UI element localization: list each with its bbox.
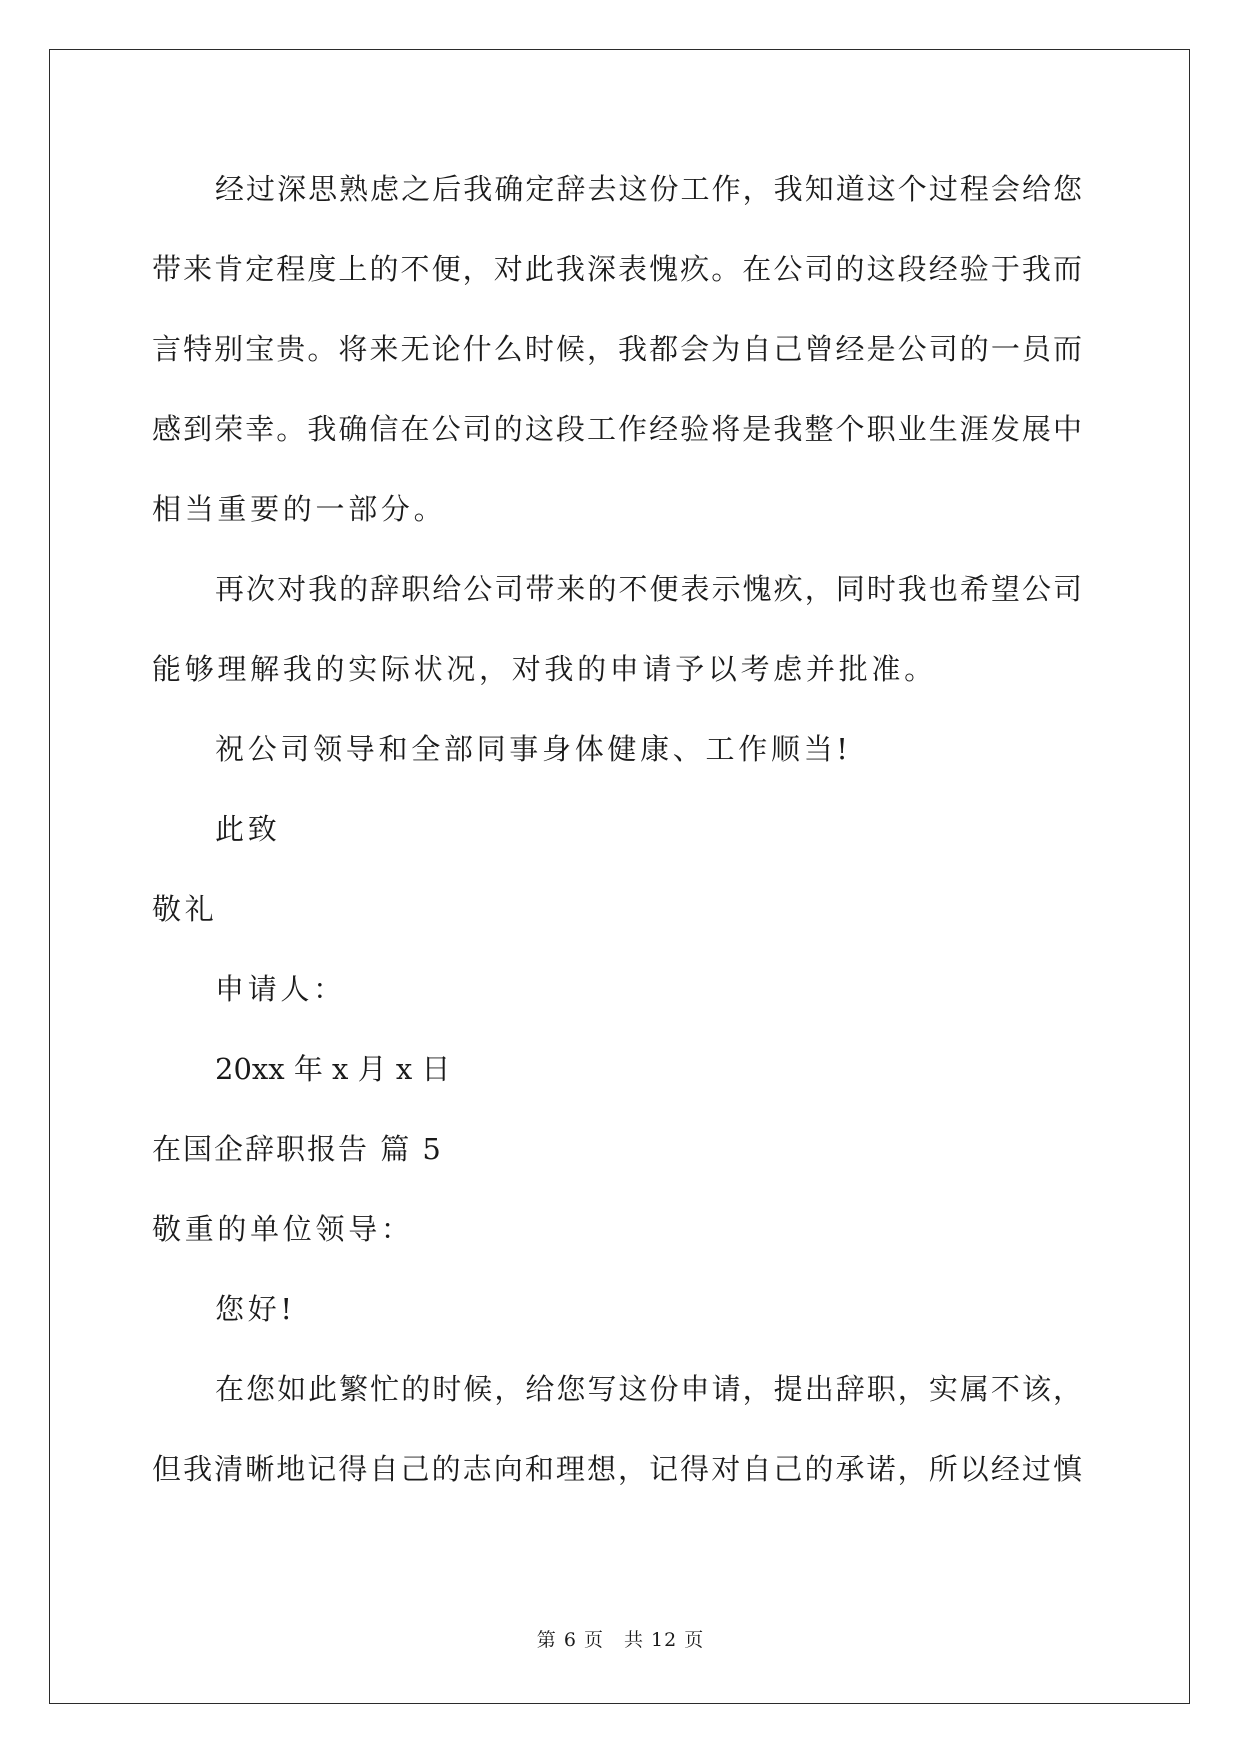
applicant-label: 申请人： xyxy=(215,972,346,1006)
salutation-cizhi: 此致 xyxy=(215,812,281,846)
paragraph-line: 能够理解我的实际状况，对我的申请予以考虑并批准。 xyxy=(152,652,937,686)
paragraph-line: 但我清晰地记得自己的志向和理想，记得对自己的承诺，所以经过慎 xyxy=(152,1452,1082,1486)
closing-wish: 祝公司领导和全部同事身体健康、工作顺当! xyxy=(215,732,852,766)
salutation-jingli: 敬礼 xyxy=(152,892,218,926)
paragraph-line: 言特别宝贵。将来无论什么时候，我都会为自己曾经是公司的一员而 xyxy=(152,332,1082,366)
date-line: 20xx 年 x 月 x 日 xyxy=(215,1052,451,1086)
greeting-hello: 您好! xyxy=(215,1292,296,1326)
paragraph-line: 在您如此繁忙的时候，给您写这份申请，提出辞职，实属不该， xyxy=(215,1372,1082,1406)
paragraph-line: 感到荣幸。我确信在公司的这段工作经验将是我整个职业生涯发展中 xyxy=(152,412,1082,446)
greeting-recipient: 敬重的单位领导： xyxy=(152,1212,414,1246)
paragraph-line: 经过深思熟虑之后我确定辞去这份工作，我知道这个过程会给您 xyxy=(215,172,1082,206)
page-number: 第 6 页 共 12 页 xyxy=(536,1629,705,1651)
section-heading: 在国企辞职报告 篇 5 xyxy=(152,1132,443,1166)
paragraph-line: 再次对我的辞职给公司带来的不便表示愧疚，同时我也希望公司 xyxy=(215,572,1082,606)
paragraph-line: 带来肯定程度上的不便，对此我深表愧疚。在公司的这段经验于我而 xyxy=(152,252,1082,286)
paragraph-line: 相当重要的一部分。 xyxy=(152,492,447,526)
